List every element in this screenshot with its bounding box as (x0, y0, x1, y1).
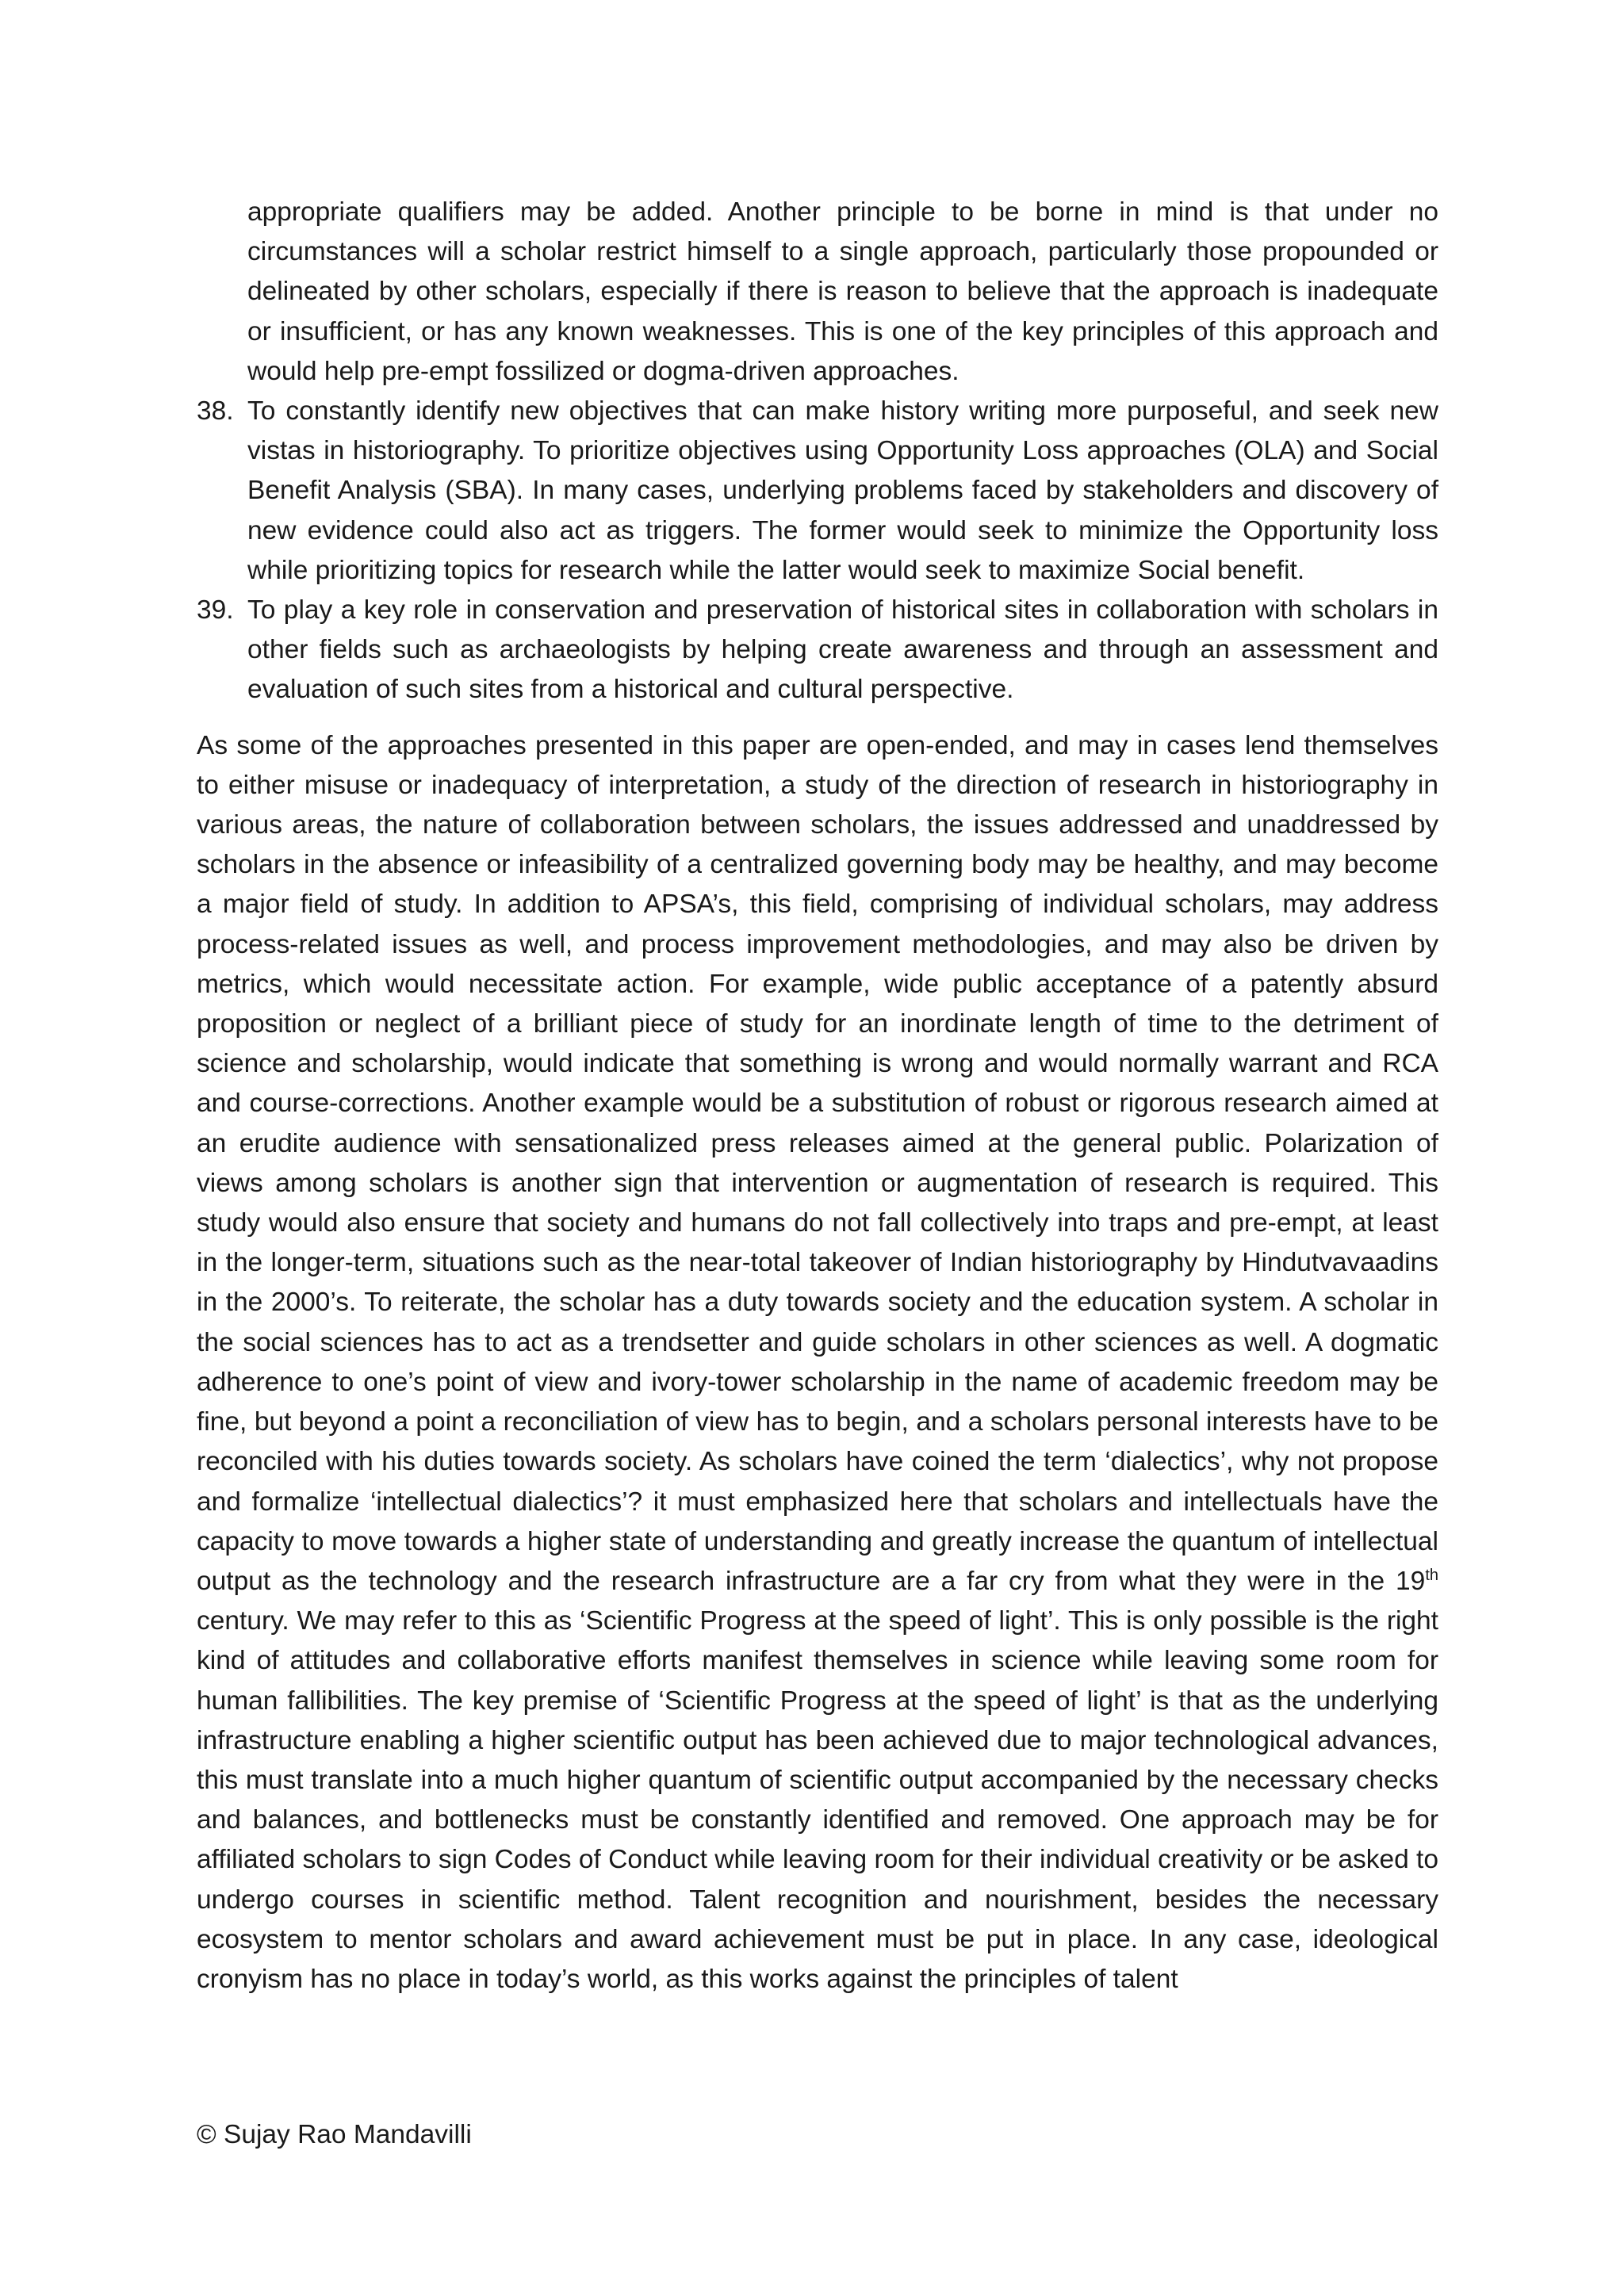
body-text-part1: As some of the approaches presented in this paper are open-ended, and may in cases lend themselves to either misuse or inadequacy of interpretation, a study of the direction of research in historiography in various areas, the nature of collaboration between scholars, the issues addressed and unaddressed by scholars in the absence or infeasibility of a centralized governing body may be healthy, and may become a major field of study. In addition to APSA’s, this field, comprising of individual scholars, may address process-related issues as well, and process improvement methodologies, and may also be driven by metrics, which would necessitate action. For example, wide public acceptance of a patently absurd proposition or neglect of a brilliant piece of study for an inordinate length of time to the detriment of science and scholarship, would indicate that something is wrong and would normally warrant and RCA and course-corrections. Another example would be a substitution of robust or rigorous research aimed at an erudite audience with sensationalized press releases aimed at the general public. Polarization of views among scholars is another sign that intervention or augmentation of research is required. This study would also ensure that society and humans do not fall collectively into traps and pre-empt, at least in the longer-term, situations such as the near-total takeover of Indian historiography by Hindutvavaadins in the 2000’s. To reiterate, the scholar has a duty towards society and the education system. A scholar in the social sciences has to act as a trendsetter and guide scholars in other sciences as well. A dogmatic adherence to one’s point of view and ivory-tower scholarship in the name of academic freedom may be fine, but beyond a point a reconciliation of view has to begin, and a scholars personal interests have to be reconciled with his duties towards society. As scholars have coined the term ‘dialectics’, why not propose and formalize ‘intellectual dialectics’? it must emphasized here that scholars and intellectuals have the capacity to move towards a higher state of understanding and greatly increase the quantum of intellectual output as the technology and the research infrastructure are a far cry from what they were in the 19 (197, 730, 1438, 1596)
ordinal-superscript: th (1425, 1566, 1438, 1584)
body-text-part2: century. We may refer to this as ‘Scientific Progress at the speed of light’. This is only possible is the right kind of attitudes and collaborative efforts manifest themselves in science while leaving some room for human fallibilities. The key premise of ‘Scientific Progress at the speed of light’ is that as the underlying infrastructure enabling a higher scientific output has been achieved due to major technological advances, this must translate into a much higher quantum of scientific output accompanied by the necessary checks and balances, and bottlenecks must be constantly identified and removed. One approach may be for affiliated scholars to sign Codes of Conduct while leaving room for their individual creativity or be asked to undergo courses in scientific method. Talent recognition and nourishment, besides the necessary ecosystem to mentor scholars and award achievement must be put in place. In any case, ideological cronyism has no place in today’s world, as this works against the principles of talent (197, 1606, 1438, 1994)
list-item-38 (197, 392, 1438, 591)
page-content (197, 193, 1438, 1999)
list-item-text: To play a key role in conservation and preservation of historical sites in collaboration with scholars in other fields such as archaeologists by helping create awareness and through an assessment and evaluation of such sites from a historical and cultural perspective. (247, 595, 1438, 705)
body-paragraph (197, 726, 1438, 2000)
continuation-paragraph: appropriate qualifiers may be added. Another principle to be borne in mind is that under no circumstances will a scholar restrict himself to a single approach, particularly those propounded or delineated by other scholars, especially if there is reason to believe that the approach is inadequate or insufficient, or has any known weaknesses. This is one of the key principles of this approach and would help pre-empt fossilized or dogma-driven approaches. (247, 197, 1438, 386)
copyright-footer: © Sujay Rao Mandavilli (197, 2120, 472, 2149)
list-item-39 (197, 591, 1438, 710)
list-number: 38. (197, 396, 234, 427)
list-number: 39. (197, 595, 234, 626)
list-item-text: To constantly identify new objectives that can make history writing more purposeful, and seek new vistas in historiography. To prioritize objectives using Opportunity Loss approaches (OLA) and Social Benefit Analysis (SBA). In many cases, underlying problems faced by stakeholders and discovery of new evidence could also act as triggers. The former would seek to minimize the Opportunity loss while prioritizing topics for research while the latter would seek to maximize Social benefit. (247, 396, 1438, 585)
